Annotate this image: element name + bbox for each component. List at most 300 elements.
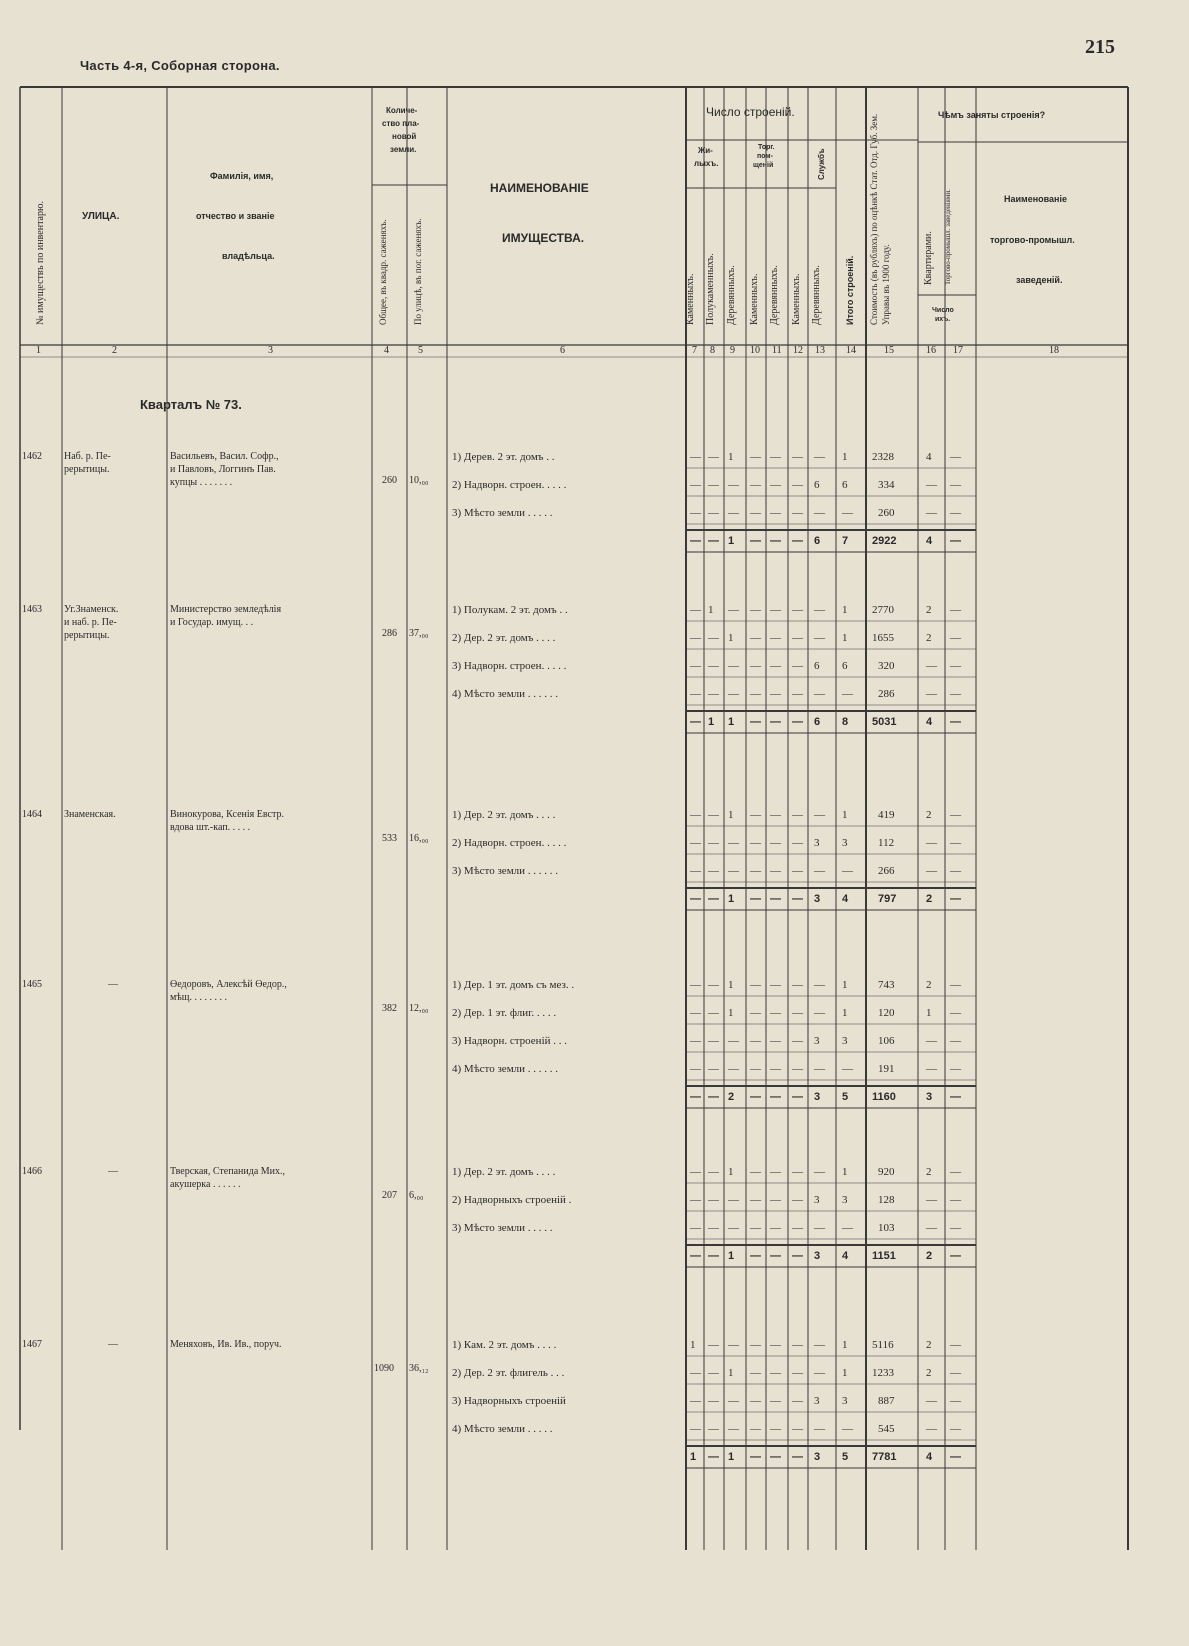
- cell-c11: —: [770, 1166, 781, 1178]
- cell-c16: —: [926, 1222, 937, 1234]
- cell-c15: 419: [878, 809, 895, 821]
- cell-c11: —: [770, 660, 781, 672]
- cell-c13: —: [814, 604, 825, 616]
- total-c10: —: [750, 1091, 761, 1103]
- cell-c13: —: [814, 688, 825, 700]
- cell-c11: —: [770, 1063, 781, 1075]
- total-c16: 2: [926, 1250, 933, 1262]
- total-c16: 4: [926, 716, 933, 728]
- cell-c16: —: [926, 1063, 937, 1075]
- cell-c14: 6: [842, 479, 848, 491]
- owner-name: и Павловъ, Логгинъ Пав.: [170, 464, 276, 475]
- cell-c12: —: [792, 1423, 803, 1435]
- cell-c9: —: [728, 479, 739, 491]
- cell-c14: —: [842, 865, 853, 877]
- cell-c15: 266: [878, 865, 895, 877]
- cell-c8: —: [708, 979, 719, 991]
- col15-header: Стоимость (въ рубляхъ) по оцѣнкѣ Стат. Отд. Губ. Зем. Управы въ 1900 году.: [869, 113, 891, 325]
- total-c15: 2922: [872, 535, 897, 547]
- cell-c8: —: [708, 1367, 719, 1379]
- total-c9: 1: [728, 893, 735, 905]
- total-c10: —: [750, 535, 761, 547]
- total-c12: —: [792, 716, 803, 728]
- cell-c15: 887: [878, 1395, 895, 1407]
- cell-c17: —: [950, 479, 961, 491]
- cell-c8: —: [708, 1007, 719, 1019]
- cell-c12: —: [792, 1166, 803, 1178]
- cell-c8: —: [708, 1166, 719, 1178]
- total-c17: —: [950, 893, 961, 905]
- total-c17: —: [950, 1250, 961, 1262]
- cell-c8: 1: [708, 604, 714, 616]
- cell-c10: —: [750, 1063, 761, 1075]
- cell-c14: 3: [842, 837, 848, 849]
- cell-c17: —: [950, 1395, 961, 1407]
- col45-header-line3: новой: [392, 132, 417, 141]
- cell-c10: —: [750, 688, 761, 700]
- land-area: 533: [382, 833, 397, 844]
- cell-c7: —: [690, 1166, 701, 1178]
- cell-c9: 1: [728, 632, 734, 644]
- col45-header-line1: Количе-: [386, 106, 418, 115]
- cell-c9: 1: [728, 979, 734, 991]
- col1-header: № имуществъ по инвентарю.: [35, 201, 46, 325]
- total-c13: 3: [814, 1451, 821, 1463]
- cell-c10: —: [750, 1007, 761, 1019]
- service-header: Службъ: [817, 148, 826, 180]
- cell-c9: —: [728, 1194, 739, 1206]
- cell-c8: —: [708, 507, 719, 519]
- cell-c16: 4: [926, 451, 932, 463]
- total-c7: —: [690, 535, 701, 547]
- property-item: 1) Дер. 1 эт. домъ съ мез. .: [452, 979, 575, 991]
- cell-c13: 3: [814, 1395, 820, 1407]
- cell-c12: —: [792, 632, 803, 644]
- cell-c15: 112: [878, 837, 895, 849]
- property-item: 2) Дер. 2 эт. флигель . . .: [452, 1367, 565, 1379]
- column-number: 17: [953, 345, 963, 356]
- cell-c16: 2: [926, 632, 932, 644]
- land-area: 1090: [374, 1363, 394, 1374]
- cell-c10: —: [750, 1222, 761, 1234]
- cell-c7: —: [690, 1035, 701, 1047]
- owner-name: акушерка . . . . . .: [170, 1179, 241, 1190]
- trade-header-line1: Торг.: [758, 144, 775, 151]
- cell-c17: —: [950, 632, 961, 644]
- cell-c10: —: [750, 1367, 761, 1379]
- cell-c7: —: [690, 604, 701, 616]
- cell-c9: —: [728, 1222, 739, 1234]
- cell-c7: —: [690, 1367, 701, 1379]
- cell-c15: 334: [878, 479, 895, 491]
- cell-c12: —: [792, 979, 803, 991]
- cell-c17: —: [950, 1367, 961, 1379]
- cell-c12: —: [792, 1367, 803, 1379]
- cell-c17: —: [950, 1035, 961, 1047]
- cell-c8: —: [708, 1423, 719, 1435]
- total-c8: —: [708, 1451, 719, 1463]
- total-c14: 8: [842, 716, 849, 728]
- cell-c15: 320: [878, 660, 895, 672]
- cell-c17: —: [950, 865, 961, 877]
- cell-c12: —: [792, 479, 803, 491]
- col12-header: Каменныхъ.: [791, 273, 802, 325]
- cell-c17: —: [950, 809, 961, 821]
- cell-c16: —: [926, 479, 937, 491]
- cell-c8: —: [708, 1063, 719, 1075]
- cell-c14: —: [842, 1063, 853, 1075]
- entry-number: 1467: [22, 1339, 42, 1350]
- cell-c11: —: [770, 479, 781, 491]
- cell-c15: 128: [878, 1194, 895, 1206]
- cell-c13: —: [814, 632, 825, 644]
- cell-c9: —: [728, 604, 739, 616]
- street-name: —: [108, 1339, 118, 1350]
- cell-c11: —: [770, 1194, 781, 1206]
- total-c9: 2: [728, 1091, 735, 1103]
- cell-c12: —: [792, 1222, 803, 1234]
- cell-c14: 1: [842, 809, 848, 821]
- total-c7: —: [690, 893, 701, 905]
- land-area: 286: [382, 628, 397, 639]
- cell-c10: —: [750, 1194, 761, 1206]
- col2-header: УЛИЦА.: [82, 211, 120, 222]
- cell-c9: 1: [728, 1367, 734, 1379]
- cell-c12: —: [792, 1035, 803, 1047]
- total-c17: —: [950, 716, 961, 728]
- col45-header-line4: земли.: [390, 145, 417, 154]
- col18-header-line2: торгово-промышл.: [990, 235, 1075, 245]
- cell-c11: —: [770, 1007, 781, 1019]
- cell-c14: 3: [842, 1035, 848, 1047]
- owner-name: Васильевъ, Васил. Софр.,: [170, 451, 279, 462]
- owner-name: вдова шт.-кап. . . . .: [170, 822, 251, 833]
- cell-c13: —: [814, 1339, 825, 1351]
- cell-c16: 1: [926, 1007, 932, 1019]
- cell-c13: —: [814, 809, 825, 821]
- cell-c14: 3: [842, 1194, 848, 1206]
- cell-c9: —: [728, 1035, 739, 1047]
- cell-c14: 6: [842, 660, 848, 672]
- street-name: —: [108, 979, 118, 990]
- property-item: 3) Надворн. строен. . . . .: [452, 660, 567, 672]
- cell-c7: —: [690, 865, 701, 877]
- cell-c17: —: [950, 1166, 961, 1178]
- cell-c12: —: [792, 451, 803, 463]
- cell-c14: —: [842, 1222, 853, 1234]
- col4-header: Общее, въ квадр. саженяхъ.: [378, 219, 388, 325]
- cell-c13: 6: [814, 660, 820, 672]
- cell-c17: —: [950, 1339, 961, 1351]
- property-item: 4) Мѣсто земли . . . . .: [452, 1423, 553, 1435]
- cell-c17: —: [950, 604, 961, 616]
- total-c17: —: [950, 535, 961, 547]
- cell-c14: —: [842, 1423, 853, 1435]
- col9-header: Деревянныхъ.: [726, 265, 737, 325]
- total-c11: —: [770, 1250, 781, 1262]
- total-c16: 4: [926, 1451, 933, 1463]
- cell-c13: —: [814, 1367, 825, 1379]
- col16-header: Квартирами.: [923, 231, 934, 285]
- cell-c8: —: [708, 1035, 719, 1047]
- cell-c14: 3: [842, 1395, 848, 1407]
- cell-c17: —: [950, 1194, 961, 1206]
- cell-c10: —: [750, 451, 761, 463]
- entry-number: 1463: [22, 604, 42, 615]
- section-title: Часть 4-я, Соборная сторона.: [80, 58, 280, 73]
- cell-c12: —: [792, 1194, 803, 1206]
- cell-c13: 3: [814, 837, 820, 849]
- column-number: 8: [710, 345, 715, 356]
- cell-c7: —: [690, 1194, 701, 1206]
- total-c14: 5: [842, 1091, 849, 1103]
- total-c14: 7: [842, 535, 849, 547]
- cell-c12: —: [792, 604, 803, 616]
- cell-c13: —: [814, 1222, 825, 1234]
- street-frontage: 36,₁₂: [409, 1363, 429, 1374]
- cell-c15: 545: [878, 1423, 895, 1435]
- property-item: 2) Надворн. строен. . . . .: [452, 837, 567, 849]
- street-frontage: 10,₀₀: [409, 475, 429, 486]
- total-c10: —: [750, 1451, 761, 1463]
- total-c14: 4: [842, 1250, 849, 1262]
- cell-c10: —: [750, 1339, 761, 1351]
- total-c13: 3: [814, 1091, 821, 1103]
- cell-c14: 1: [842, 1367, 848, 1379]
- total-c14: 4: [842, 893, 849, 905]
- cell-c9: —: [728, 837, 739, 849]
- cell-c14: 1: [842, 1007, 848, 1019]
- cell-c16: —: [926, 660, 937, 672]
- total-c14: 5: [842, 1451, 849, 1463]
- total-c11: —: [770, 1091, 781, 1103]
- property-item: 3) Надворн. строеній . . .: [452, 1035, 568, 1047]
- cell-c16: 2: [926, 604, 932, 616]
- owner-name: Министерство земледѣлія: [170, 604, 282, 615]
- cell-c9: 1: [728, 1166, 734, 1178]
- cell-c16: 2: [926, 1339, 932, 1351]
- dwelling-header-line2: лыхъ.: [694, 159, 719, 168]
- cell-c17: —: [950, 688, 961, 700]
- cell-c17: —: [950, 979, 961, 991]
- page-number: 215: [1085, 36, 1115, 58]
- land-area: 260: [382, 475, 397, 486]
- total-c13: 6: [814, 716, 821, 728]
- dwelling-header-line1: Жи-: [698, 146, 713, 155]
- property-item: 1) Дерев. 2 эт. домъ . .: [452, 451, 555, 463]
- cell-c12: —: [792, 837, 803, 849]
- cell-c12: —: [792, 1007, 803, 1019]
- cell-c13: —: [814, 1166, 825, 1178]
- property-item: 3) Мѣсто земли . . . . .: [452, 1222, 553, 1234]
- cell-c8: —: [708, 1222, 719, 1234]
- cell-c16: —: [926, 688, 937, 700]
- cell-c13: 3: [814, 1194, 820, 1206]
- cell-c16: —: [926, 1035, 937, 1047]
- column-number: 18: [1049, 345, 1059, 356]
- street-frontage: 12,₀₀: [409, 1003, 429, 1014]
- cell-c10: —: [750, 865, 761, 877]
- cell-c10: —: [750, 809, 761, 821]
- total-c12: —: [792, 893, 803, 905]
- cell-c8: —: [708, 1395, 719, 1407]
- cell-c17: —: [950, 1222, 961, 1234]
- property-item: 2) Надворныхъ строеній .: [452, 1194, 572, 1206]
- total-c9: 1: [728, 716, 735, 728]
- cell-c11: —: [770, 865, 781, 877]
- cell-c11: —: [770, 1339, 781, 1351]
- col7-header: Каменныхъ.: [685, 273, 696, 325]
- cell-c15: 1655: [872, 632, 894, 644]
- cell-c8: —: [708, 632, 719, 644]
- count-header-line1: Число: [932, 307, 954, 314]
- col6-header-line1: НАИМЕНОВАНІЕ: [490, 181, 589, 195]
- cell-c15: 743: [878, 979, 895, 991]
- cell-c11: —: [770, 632, 781, 644]
- cell-c10: —: [750, 1395, 761, 1407]
- cell-c7: —: [690, 1423, 701, 1435]
- cell-c9: —: [728, 688, 739, 700]
- cell-c12: —: [792, 688, 803, 700]
- cell-c8: —: [708, 479, 719, 491]
- col13-header: Деревянныхъ.: [811, 265, 822, 325]
- column-number: 9: [730, 345, 735, 356]
- total-c7: 1: [690, 1451, 697, 1463]
- cell-c13: —: [814, 1423, 825, 1435]
- cell-c11: —: [770, 1035, 781, 1047]
- cell-c12: —: [792, 809, 803, 821]
- cell-c7: —: [690, 837, 701, 849]
- cell-c8: —: [708, 837, 719, 849]
- column-number: 3: [268, 345, 273, 356]
- owner-name: мѣщ. . . . . . . .: [170, 992, 227, 1003]
- total-c15: 1151: [872, 1250, 896, 1262]
- col3-header-line3: владѣльца.: [222, 251, 275, 261]
- cell-c17: —: [950, 1007, 961, 1019]
- cell-c16: —: [926, 1395, 937, 1407]
- property-item: 2) Надворн. строен. . . . .: [452, 479, 567, 491]
- cell-c11: —: [770, 979, 781, 991]
- total-c7: —: [690, 1250, 701, 1262]
- total-c11: —: [770, 1451, 781, 1463]
- cell-c15: 286: [878, 688, 895, 700]
- street-name: —: [108, 1166, 118, 1177]
- owner-name: Тверская, Степанида Мих.,: [170, 1166, 286, 1177]
- cell-c8: —: [708, 865, 719, 877]
- cell-c10: —: [750, 632, 761, 644]
- cell-c13: 6: [814, 479, 820, 491]
- cell-c11: —: [770, 451, 781, 463]
- cell-c13: —: [814, 451, 825, 463]
- total-c15: 797: [878, 893, 897, 905]
- street-name: Уг.Знаменск.: [64, 604, 119, 615]
- cell-c15: 120: [878, 1007, 895, 1019]
- owner-name: и Государ. имущ. . .: [170, 617, 254, 628]
- column-number: 11: [772, 345, 782, 356]
- owner-name: купцы . . . . . . .: [170, 477, 233, 488]
- total-c12: —: [792, 1091, 803, 1103]
- cell-c10: —: [750, 479, 761, 491]
- total-c10: —: [750, 1250, 761, 1262]
- entry-number: 1465: [22, 979, 42, 990]
- owner-name: Винокурова, Ксенія Евстр.: [170, 809, 284, 820]
- cell-c9: —: [728, 1423, 739, 1435]
- total-c7: —: [690, 1091, 701, 1103]
- cell-c7: —: [690, 632, 701, 644]
- cell-c7: —: [690, 809, 701, 821]
- cell-c11: —: [770, 507, 781, 519]
- column-number: 7: [692, 345, 697, 356]
- street-name: Знаменская.: [64, 809, 116, 820]
- total-c15: 5031: [872, 716, 897, 728]
- entry-number: 1462: [22, 451, 42, 462]
- cell-c9: —: [728, 865, 739, 877]
- num-buildings-header: Число строеній.: [706, 105, 795, 119]
- cell-c15: 5116: [872, 1339, 894, 1351]
- col3-header-line2: отчество и званіе: [196, 211, 275, 221]
- total-c16: 3: [926, 1091, 933, 1103]
- property-item: 4) Мѣсто земли . . . . . .: [452, 1063, 559, 1075]
- col45-header-line2: ство пла-: [382, 119, 420, 128]
- cell-c10: —: [750, 837, 761, 849]
- column-number: 5: [418, 345, 423, 356]
- cell-c10: —: [750, 1423, 761, 1435]
- total-c17: —: [950, 1091, 961, 1103]
- street-name: рерытицы.: [64, 464, 110, 475]
- total-c15: 1160: [872, 1091, 896, 1103]
- cell-c11: —: [770, 688, 781, 700]
- cell-c17: —: [950, 507, 961, 519]
- street-frontage: 16,₀₀: [409, 833, 429, 844]
- cell-c16: —: [926, 507, 937, 519]
- cell-c15: 191: [878, 1063, 895, 1075]
- property-item: 1) Дер. 2 эт. домъ . . . .: [452, 809, 556, 821]
- cell-c13: 3: [814, 1035, 820, 1047]
- cell-c10: —: [750, 1035, 761, 1047]
- col18-header-line3: заведеній.: [1016, 275, 1063, 285]
- land-area: 382: [382, 1003, 397, 1014]
- cell-c16: 2: [926, 979, 932, 991]
- cell-c15: 1233: [872, 1367, 894, 1379]
- total-c7: —: [690, 716, 701, 728]
- column-number: 2: [112, 345, 117, 356]
- property-item: 1) Дер. 2 эт. домъ . . . .: [452, 1166, 556, 1178]
- col5-header: По улицѣ, въ пог. саженяхъ.: [413, 218, 423, 325]
- land-area: 207: [382, 1190, 397, 1201]
- entry-number: 1466: [22, 1166, 42, 1177]
- total-c9: 1: [728, 535, 735, 547]
- column-number: 6: [560, 345, 565, 356]
- cell-c11: —: [770, 1367, 781, 1379]
- cell-c16: 2: [926, 1367, 932, 1379]
- cell-c7: —: [690, 660, 701, 672]
- quarter-title: Кварталъ № 73.: [140, 397, 242, 412]
- cell-c7: —: [690, 1063, 701, 1075]
- cell-c8: —: [708, 1194, 719, 1206]
- cell-c14: 1: [842, 1166, 848, 1178]
- cell-c7: —: [690, 1395, 701, 1407]
- cell-c9: —: [728, 1063, 739, 1075]
- column-number: 16: [926, 345, 936, 356]
- col17-header: Торгово-промышл. заведеніями.: [944, 189, 952, 285]
- cell-c14: —: [842, 688, 853, 700]
- total-c16: 4: [926, 535, 933, 547]
- total-c15: 7781: [872, 1451, 897, 1463]
- cell-c7: —: [690, 1222, 701, 1234]
- column-number: 10: [750, 345, 760, 356]
- cell-c15: 260: [878, 507, 895, 519]
- street-name: Наб. р. Пе-: [64, 451, 111, 462]
